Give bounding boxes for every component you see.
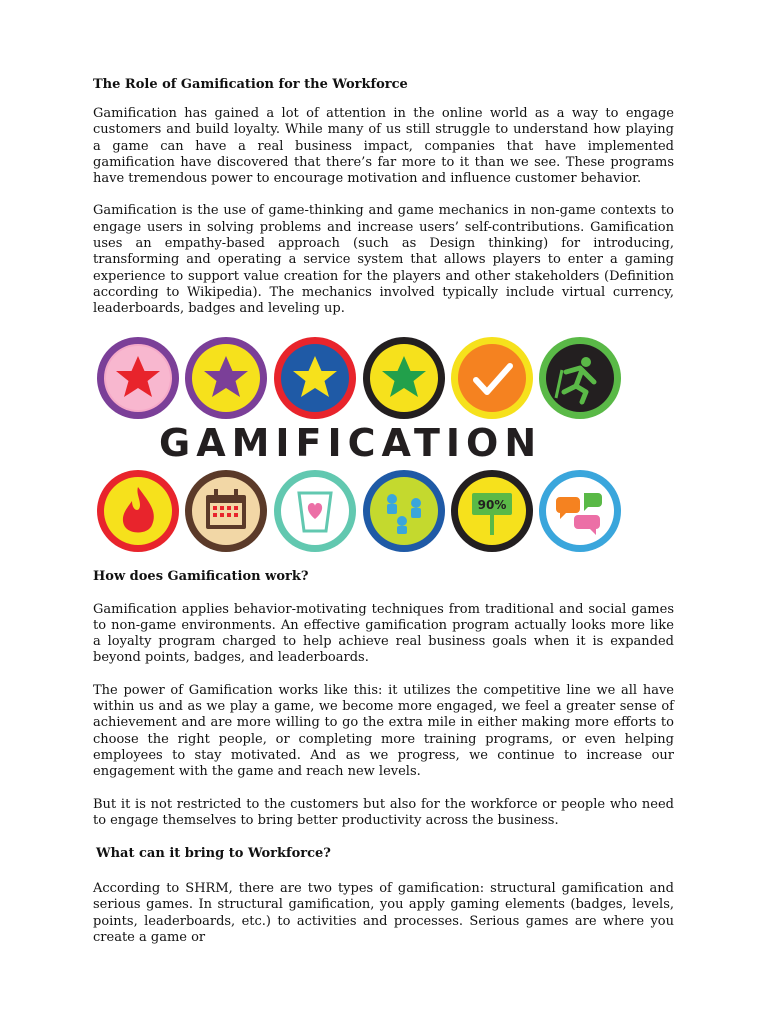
checkmark-badge-icon — [451, 337, 533, 419]
calendar-badge-icon — [185, 470, 267, 552]
purple-star-badge-icon — [185, 337, 267, 419]
yellow-star-badge-icon — [274, 337, 356, 419]
heading-how-gamification-works: How does Gamification work? — [93, 568, 309, 584]
chat-bubbles-badge-icon — [539, 470, 621, 552]
gamification-banner-text: GAMIFICATION — [159, 420, 543, 465]
paragraph-workforce: But it is not restricted to the customers but also for the workforce or people who need to engage themselves to bring better productivity across the business. — [93, 796, 674, 828]
gamification-figure — [93, 336, 674, 556]
heading-what-for-workforce: What can it bring to Workforce? — [96, 846, 331, 862]
paragraph-power: The power of Gamification works like this: it utilizes the competitive line we all have within us and as we play a game, we become more engaged, we feel a greater sense of achievement and are more willing to go the extra mile in either making more efforts to choose the right people, or completing more training programs, or even helping employees to stay motivated. And as we progress, we continue to increase our engagement with the game and reach new levels. — [93, 682, 674, 780]
red-star-badge-icon — [97, 337, 179, 419]
flame-badge-icon — [97, 470, 179, 552]
paragraph-definition: Gamification is the use of game-thinking and game mechanics in non-game contexts to engage users in solving problems and increase users’ self-contributions. Gamification uses an empathy-based approach (such as Design thinking) for introducing, transforming and operating a service system that allows players to enter a gaming experience to support value creation for the players and other stakeholders (Definition according to Wikipedia). The mechanics involved typically include virtual currency, leaderboards, badges and leveling up. — [93, 203, 674, 317]
paragraph-shrm: According to SHRM, there are two types of gamification: structural gamification and serious games. In structural gamification, you apply gaming elements (badges, levels, points, leaderboards, etc.) to activities and processes. Serious games are where you create a game or — [93, 881, 674, 946]
people-network-badge-icon — [363, 470, 445, 552]
paragraph-how: Gamification applies behavior-motivating techniques from traditional and social games to non-game environments. An effective gamification program actually looks more like a loyalty program charged to help achieve real business goals when it is expanded beyond points, badges, and leaderboards. — [93, 601, 674, 666]
green-star-badge-icon — [363, 337, 445, 419]
percent-sign-badge-icon — [451, 470, 533, 552]
document-body — [93, 76, 674, 946]
document-title: The Role of Gamification for the Workforce — [93, 77, 408, 92]
gamification-badges-illustration — [93, 336, 674, 556]
runner-badge-icon — [539, 337, 621, 419]
paragraph-intro: Gamification has gained a lot of attention in the online world as a way to engage customers and build loyalty. While many of us still struggle to understand how playing a game can have a real business impact, companies that have implemented gamification have discovered that there’s far more to it than we see. These programs have tremendous power to encourage motivation and influence customer behavior. — [93, 106, 674, 187]
percent-badge-label: 90% — [477, 497, 507, 512]
cup-heart-badge-icon — [274, 470, 356, 552]
